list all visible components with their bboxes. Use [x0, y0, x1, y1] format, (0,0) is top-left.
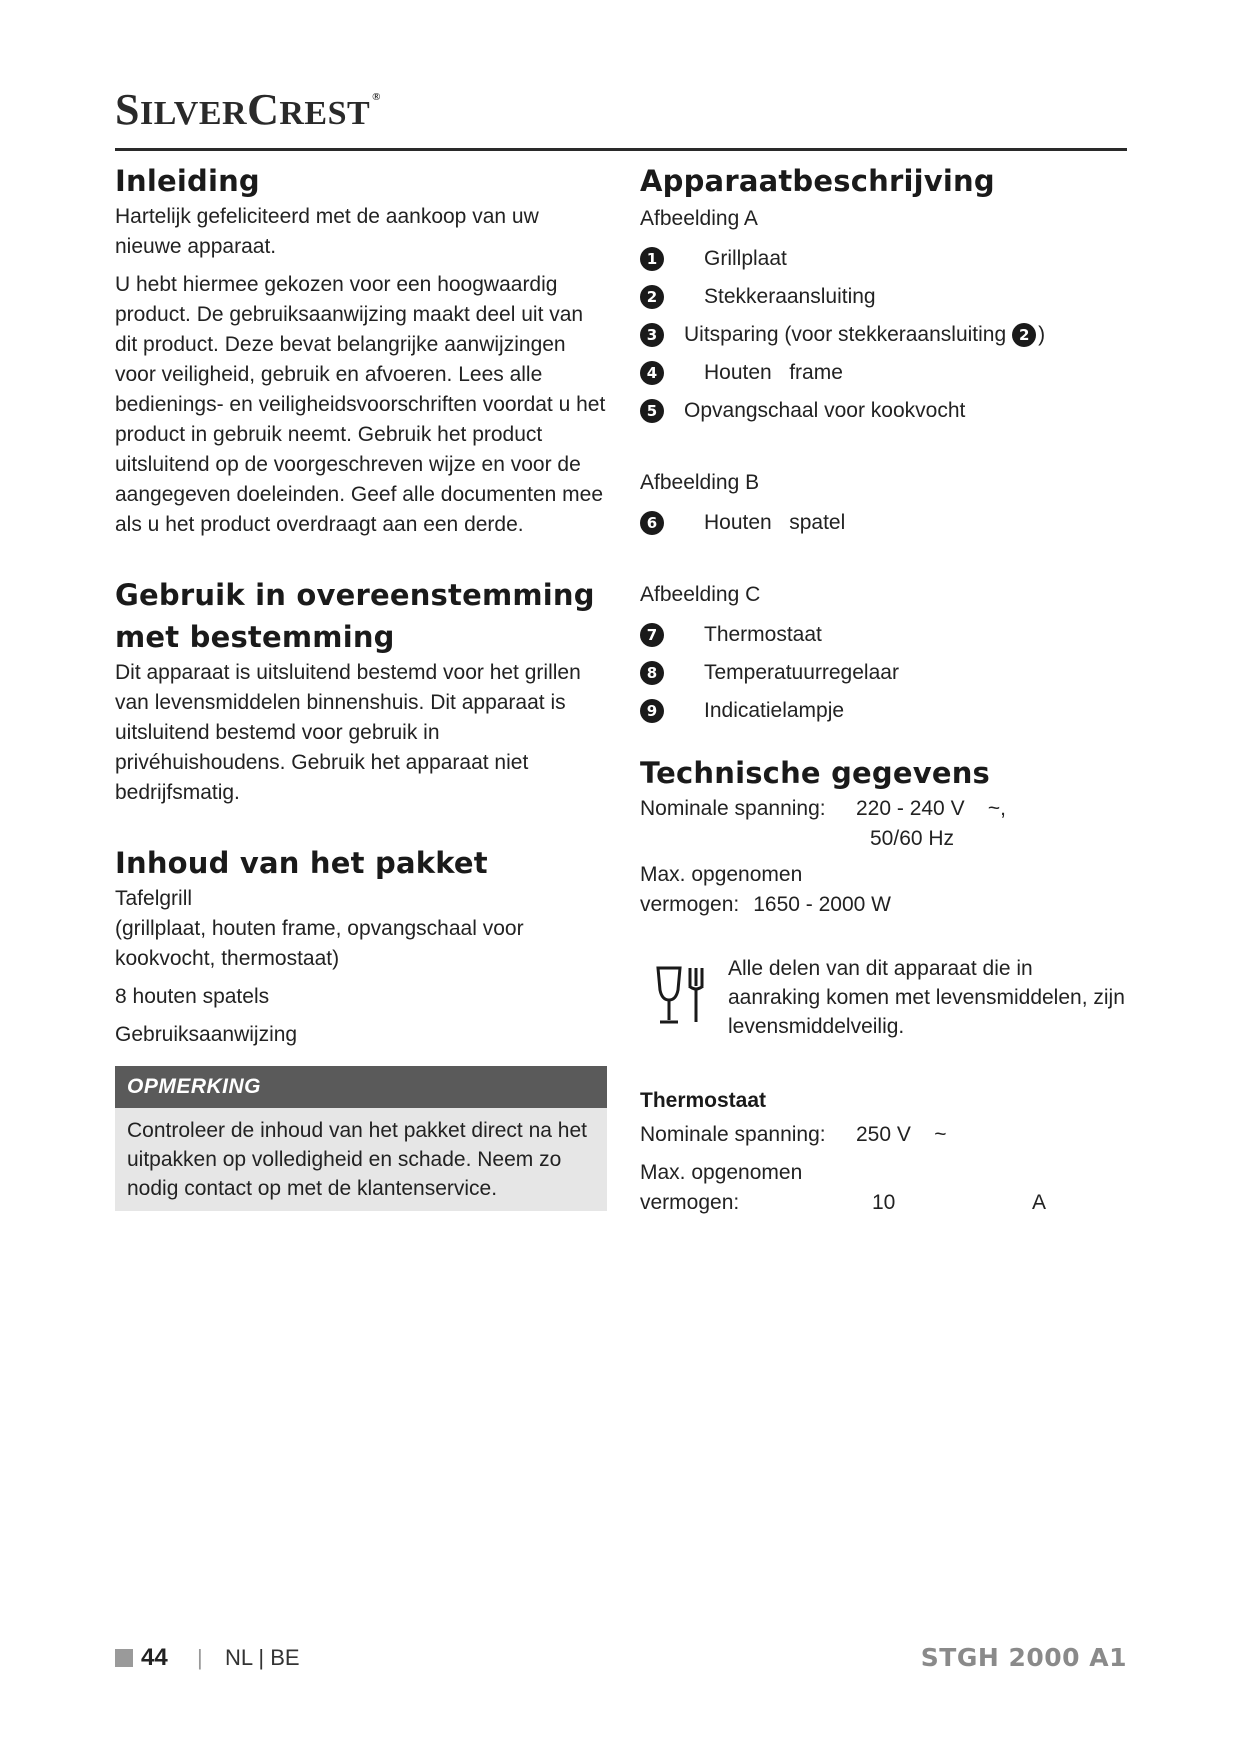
list-item: [640, 354, 1127, 392]
number-badge-icon: 3: [640, 323, 664, 347]
figure-a-list: [640, 240, 1127, 430]
usage-section: [115, 574, 607, 808]
power-label-row: [640, 860, 1127, 890]
number-badge-icon: 4: [640, 361, 664, 385]
note-box: [115, 1066, 607, 1211]
package-heading: Inhoud van het pakket: [115, 846, 488, 880]
logo-word-2: REST: [279, 95, 371, 132]
list-item-label: Grillplaat: [704, 247, 787, 270]
frequency-value: 50/60 Hz: [870, 827, 955, 850]
list-item-label: Temperatuurregelaar: [704, 661, 899, 684]
silvercrest-logo: [115, 85, 381, 134]
left-column: [115, 160, 607, 1211]
list-item: [640, 692, 1127, 730]
list-item-label: Uitsparing (voor stekkeraansluiting: [684, 323, 1007, 346]
thermostat-heading: Thermostaat: [640, 1089, 767, 1112]
list-item: [640, 316, 1127, 354]
voltage-row: [640, 794, 1127, 824]
package-item-spatels: 8 houten spatels: [115, 985, 270, 1008]
note-heading: OPMERKING: [115, 1066, 607, 1108]
voltage-label: Nominale spanning:: [640, 797, 826, 820]
list-item-label: Stekkeraansluiting: [704, 285, 876, 308]
footer-language: NL | BE: [225, 1645, 300, 1670]
logo-initial-c: C: [247, 85, 280, 134]
list-item: [640, 504, 1127, 542]
list-item: [640, 240, 1127, 278]
list-item-label: Houten spatel: [704, 511, 846, 534]
package-section: [115, 842, 607, 1050]
power-value: 1650 - 2000 W: [753, 893, 891, 916]
thermostat-voltage-row: [640, 1120, 1127, 1150]
usage-paragraph: Dit apparaat is uitsluitend bestemd voor het grillen van levensmiddelen binnenshuis. Dit apparaat is uitsluitend bestemd voor gebruik in privéhuishoudens. Gebruik het apparaat niet bedrijfsmatig.: [115, 661, 581, 804]
footer-square-icon: [115, 1649, 133, 1667]
list-item-label: Houten frame: [704, 361, 843, 384]
usage-heading-line1: Gebruik in overeenstemming: [115, 578, 595, 612]
thermostat-power-label-row: [640, 1158, 1127, 1188]
package-item-manual: Gebruiksaanwijzing: [115, 1023, 298, 1046]
number-badge-icon: 2: [640, 285, 664, 309]
description-heading: Apparaatbeschrijving: [640, 164, 995, 198]
figure-c-label: Afbeelding C: [640, 583, 761, 606]
intro-paragraph-2: U hebt hiermee gekozen voor een hoogwaardig product. De gebruiksaanwijzing maakt deel uit van dit product. Deze bevat belangrijke aanwijzingen voor veiligheid, gebruik en afvoeren. Lees alle bedienings- en veiligheidsvoorschriften voordat u het product in gebruik neemt. Gebruik het product uitsluitend op de voorgeschreven wijze en voor de aangegeven doeleinden. Geef alle documenten mee als u het product overdraagt aan een derde.: [115, 273, 606, 536]
voltage-value: 220 - 240 V ~,: [856, 797, 1007, 820]
thermostat-voltage-value: 250 V ~: [856, 1123, 947, 1146]
power-label-line1: Max. opgenomen: [640, 863, 803, 886]
package-item-detail: (grillplaat, houten frame, opvangschaal voor kookvocht, thermostaat): [115, 917, 524, 970]
logo-word-1: ILVER: [139, 95, 248, 132]
reference-badge-icon: 2: [1012, 323, 1036, 347]
list-item: [640, 616, 1127, 654]
intro-heading: Inleiding: [115, 164, 260, 198]
thermostat-power-value: 10: [872, 1191, 896, 1214]
model-number: STGH 2000 A1: [920, 1643, 1127, 1672]
figure-b-list: [640, 504, 1127, 542]
frequency-row: [640, 824, 1127, 854]
food-safe-text: Alle delen van dit apparaat die in aanraking komen met levensmiddelen, zijn levensmiddelveilig.: [728, 957, 1125, 1038]
tech-heading: Technische gegevens: [640, 756, 991, 790]
list-item-label: Opvangschaal voor kookvocht: [684, 399, 966, 422]
food-safe-icon: [654, 964, 710, 1028]
power-row: [640, 890, 1127, 920]
number-badge-icon: 5: [640, 399, 664, 423]
number-badge-icon: 1: [640, 247, 664, 271]
number-badge-icon: 9: [640, 699, 664, 723]
package-item-tafelgrill: Tafelgrill: [115, 887, 193, 910]
list-item-label: Thermostaat: [704, 623, 822, 646]
power-label-line2: vermogen:: [640, 893, 740, 916]
page-footer: [115, 1643, 1127, 1673]
header-rule: [115, 148, 1127, 151]
right-column: [640, 160, 1127, 1218]
number-badge-icon: 6: [640, 511, 664, 535]
logo-reg-mark: ®: [372, 91, 381, 103]
intro-paragraph-1: Hartelijk gefeliciteerd met de aankoop van uw nieuwe apparaat.: [115, 205, 539, 258]
thermostat-power-row: [640, 1188, 1127, 1218]
figure-c-list: [640, 616, 1127, 730]
usage-heading-line2: met bestemming: [115, 620, 395, 654]
figure-b-label: Afbeelding B: [640, 471, 760, 494]
figure-a-label: Afbeelding A: [640, 207, 758, 230]
thermostat-power-unit: A: [1032, 1191, 1047, 1214]
list-item: [640, 654, 1127, 692]
thermostat-voltage-label: Nominale spanning:: [640, 1123, 826, 1146]
list-item-label: Indicatielampje: [704, 699, 845, 722]
footer-separator: |: [197, 1645, 203, 1670]
thermostat-power-label-line1: Max. opgenomen: [640, 1161, 803, 1184]
list-item: [640, 392, 1127, 430]
thermostat-power-label-line2: vermogen:: [640, 1191, 740, 1214]
note-body: Controleer de inhoud van het pakket direct na het uitpakken op volledigheid en schade. Neem zo nodig contact op met de klantenservice.: [115, 1108, 607, 1211]
list-item-suffix: ): [1038, 323, 1046, 346]
number-badge-icon: 7: [640, 623, 664, 647]
page-number: 44: [141, 1644, 168, 1671]
list-item: [640, 278, 1127, 316]
logo-initial-s: S: [115, 85, 140, 134]
number-badge-icon: 8: [640, 661, 664, 685]
food-safe-notice: [640, 950, 1127, 1042]
